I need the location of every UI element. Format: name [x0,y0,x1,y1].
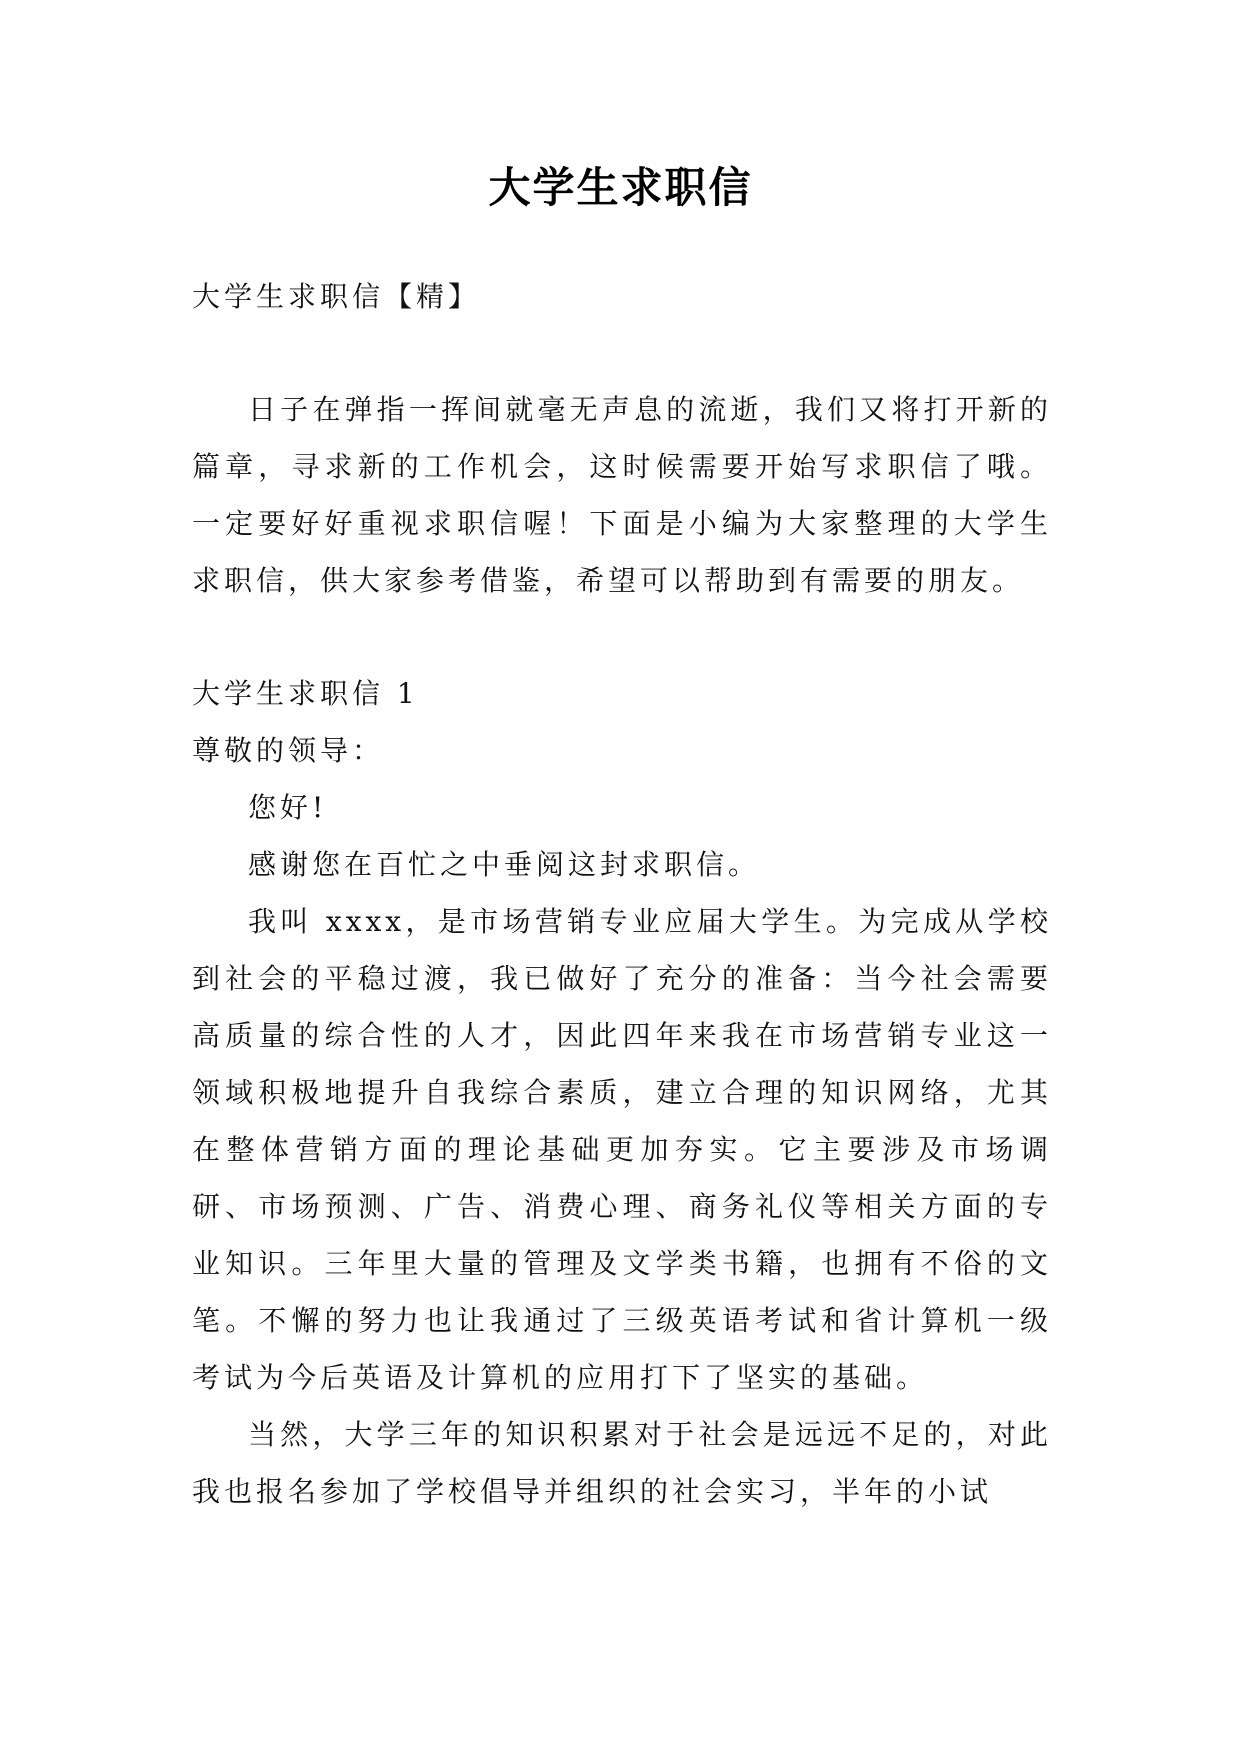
intro-paragraph: 日子在弹指一挥间就毫无声息的流逝，我们又将打开新的篇章，寻求新的工作机会，这时候需要开始写求职信了哦。一定要好好重视求职信喔！下面是小编为大家整理的大学生求职信，供大家参考借鉴，希望可以帮助到有需要的朋友。 [192,393,1052,597]
body-paragraph: 我叫 xxxx，是市场营销专业应届大学生。为完成从学校到社会的平稳过渡，我已做好了充分的准备：当今社会需要高质量的综合性的人才，因此四年来我在市场营销专业这一领域积极地提升自我综合素质，建立合理的知识网络，尤其在整体营销方面的理论基础更加夯实。它主要涉及市场调研、市场预测、广告、消费心理、商务礼仪等相关方面的专业知识。三年里大量的管理及文学类书籍，也拥有不俗的文笔。不懈的努力也让我通过了三级英语考试和省计算机一级考试为今后英语及计算机的应用打下了坚实的基础。 [192,905,1052,1394]
salutation: 尊敬的领导： [192,734,385,767]
body-paragraph: 当然，大学三年的知识积累对于社会是远远不足的，对此我也报名参加了学校倡导并组织的社会实习，半年的小试 [192,1418,1052,1508]
document-title: 大学生求职信 [488,163,753,212]
section-heading: 大学生求职信 1 [192,677,419,710]
document-subtitle: 大学生求职信【精】 [192,280,481,313]
body-paragraph: 感谢您在百忙之中垂阅这封求职信。 [248,848,761,881]
greeting: 您好! [248,791,328,824]
document-body [192,268,1052,1520]
